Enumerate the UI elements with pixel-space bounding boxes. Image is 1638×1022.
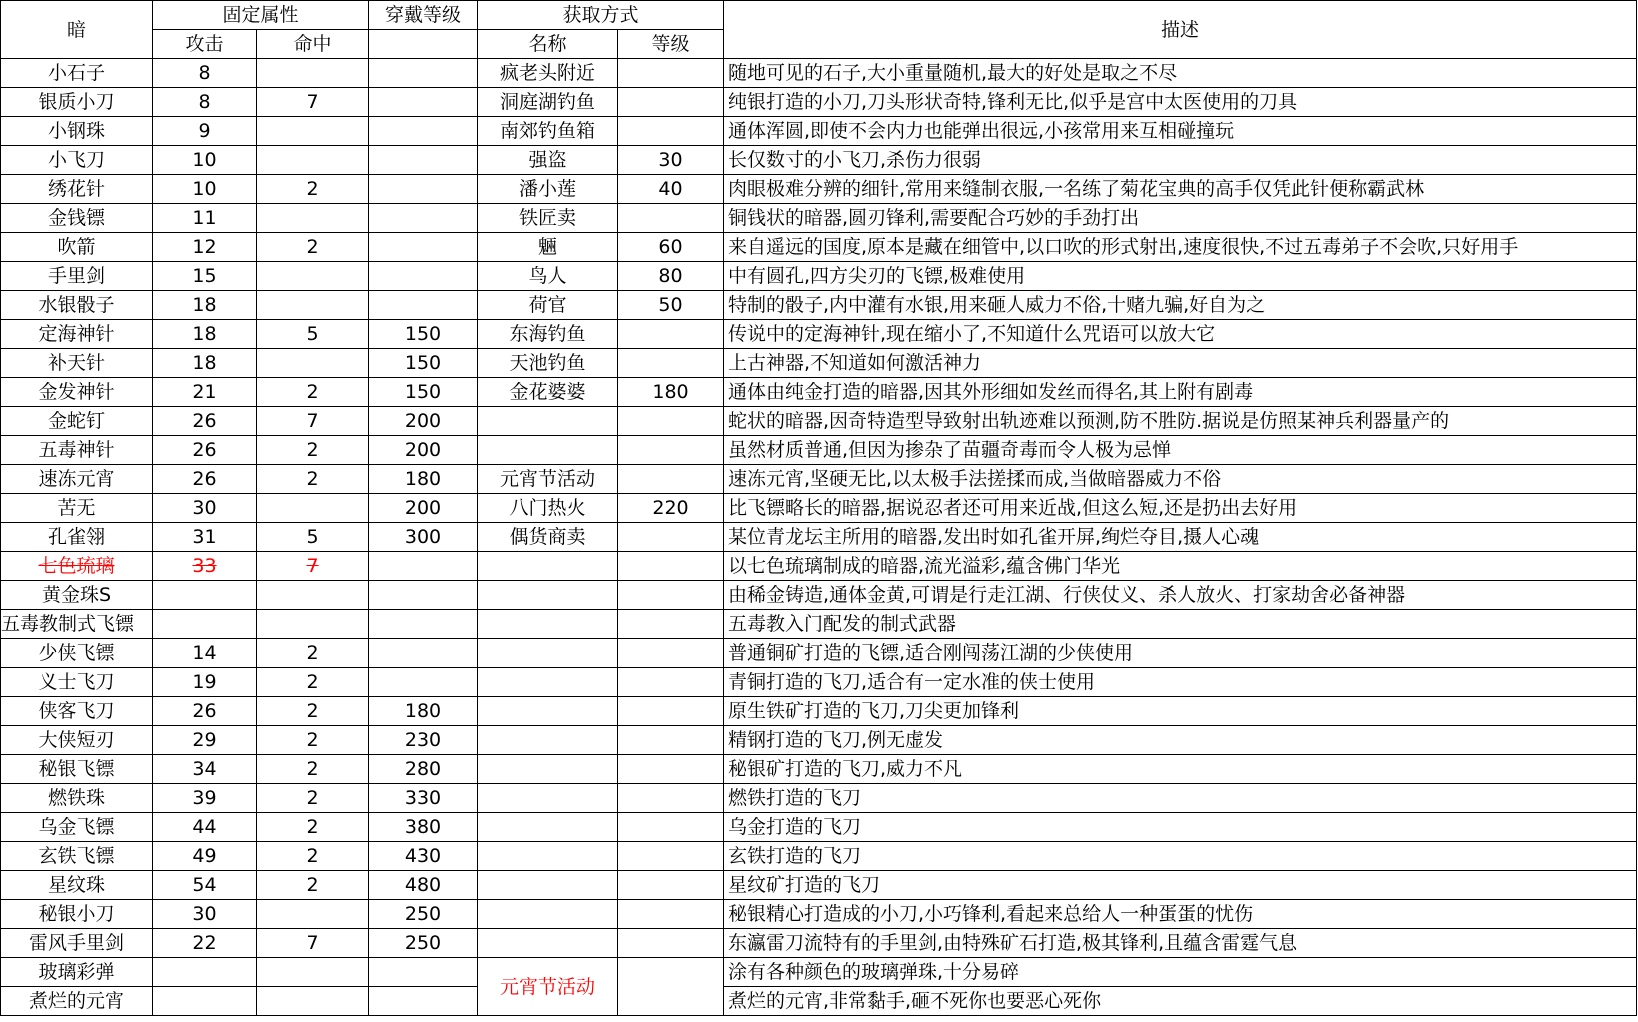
cell-description: 五毒教入门配发的制式武器 (724, 610, 1637, 639)
cell-attack: 34 (153, 755, 257, 784)
cell-source-name: 偶货商卖 (478, 523, 618, 552)
cell-name: 乌金飞镖 (1, 813, 153, 842)
cell-name: 孔雀翎 (1, 523, 153, 552)
cell-wear-level: 200 (369, 407, 478, 436)
table-row (1, 581, 1637, 610)
cell-name: 燃铁珠 (1, 784, 153, 813)
cell-wear-level (369, 146, 478, 175)
cell-attack (153, 958, 257, 987)
cell-source-level (618, 697, 724, 726)
cell-name: 雷风手里剑 (1, 929, 153, 958)
cell-wear-level (369, 88, 478, 117)
cell-source-name: 东海钓鱼 (478, 320, 618, 349)
cell-wear-level: 150 (369, 320, 478, 349)
cell-source-name (478, 639, 618, 668)
cell-source-level: 180 (618, 378, 724, 407)
cell-hit: 2 (257, 175, 369, 204)
header-name: 暗 (1, 1, 153, 59)
cell-source-level (618, 668, 724, 697)
cell-source-name (478, 929, 618, 958)
cell-hit: 2 (257, 697, 369, 726)
table-row (1, 842, 1637, 871)
cell-name: 秘银小刀 (1, 900, 153, 929)
cell-source-name (478, 581, 618, 610)
cell-source-name: 洞庭湖钓鱼 (478, 88, 618, 117)
cell-description: 蛇状的暗器,因奇特造型导致射出轨迹难以预测,防不胜防.据说是仿照某神兵利器量产的 (724, 407, 1637, 436)
cell-hit (257, 291, 369, 320)
cell-attack: 44 (153, 813, 257, 842)
cell-attack: 26 (153, 407, 257, 436)
cell-source-name (478, 552, 618, 581)
header-wear-blank (369, 30, 478, 59)
table-row (1, 668, 1637, 697)
cell-description: 东瀛雷刀流特有的手里剑,由特殊矿石打造,极其锋利,且蕴含雷霆气息 (724, 929, 1637, 958)
table-row (1, 871, 1637, 900)
cell-source-name: 铁匠卖 (478, 204, 618, 233)
table-row (1, 291, 1637, 320)
cell-description: 燃铁打造的飞刀 (724, 784, 1637, 813)
table-row (1, 552, 1637, 581)
cell-attack: 30 (153, 494, 257, 523)
cell-source-name (478, 407, 618, 436)
cell-hit: 7 (257, 407, 369, 436)
cell-source-name: 荷官 (478, 291, 618, 320)
cell-description: 虽然材质普通,但因为掺杂了苗疆奇毒而令人极为忌惮 (724, 436, 1637, 465)
table-row (1, 349, 1637, 378)
cell-wear-level (369, 117, 478, 146)
cell-wear-level (369, 175, 478, 204)
table-row (1, 88, 1637, 117)
cell-description: 铜钱状的暗器,圆刃锋利,需要配合巧妙的手劲打出 (724, 204, 1637, 233)
cell-hit (257, 987, 369, 1016)
cell-description: 传说中的定海神针,现在缩小了,不知道什么咒语可以放大它 (724, 320, 1637, 349)
cell-source-level: 30 (618, 146, 724, 175)
cell-source-name (478, 871, 618, 900)
cell-wear-level: 180 (369, 697, 478, 726)
cell-source-level: 60 (618, 233, 724, 262)
cell-source-level (618, 929, 724, 958)
cell-hit (257, 581, 369, 610)
header-wear-level: 穿戴等级 (369, 1, 478, 30)
table-row (1, 494, 1637, 523)
cell-attack (153, 987, 257, 1016)
cell-hit: 2 (257, 755, 369, 784)
table-row (1, 610, 1637, 639)
cell-name: 大侠短刃 (1, 726, 153, 755)
cell-name: 速冻元宵 (1, 465, 153, 494)
header-attack: 攻击 (153, 30, 257, 59)
cell-wear-level (369, 987, 478, 1016)
cell-attack: 8 (153, 88, 257, 117)
table-row (1, 117, 1637, 146)
cell-description: 速冻元宵,坚硬无比,以太极手法搓揉而成,当做暗器威力不俗 (724, 465, 1637, 494)
cell-source-name (478, 784, 618, 813)
cell-attack: 22 (153, 929, 257, 958)
cell-description: 乌金打造的飞刀 (724, 813, 1637, 842)
cell-hit: 7 (257, 88, 369, 117)
cell-name: 吹箭 (1, 233, 153, 262)
cell-hit (257, 349, 369, 378)
cell-source-level (618, 349, 724, 378)
cell-source-level: 80 (618, 262, 724, 291)
cell-wear-level (369, 59, 478, 88)
table-row (1, 146, 1637, 175)
header-description: 描述 (724, 1, 1637, 59)
cell-description: 来自遥远的国度,原本是藏在细管中,以口吹的形式射出,速度很快,不过五毒弟子不会吹,只好用手 (724, 233, 1637, 262)
cell-attack: 18 (153, 291, 257, 320)
cell-attack: 29 (153, 726, 257, 755)
cell-hit: 2 (257, 378, 369, 407)
table-row (1, 958, 1637, 987)
cell-description: 青铜打造的飞刀,适合有一定水准的侠士使用 (724, 668, 1637, 697)
cell-name: 侠客飞刀 (1, 697, 153, 726)
table-row (1, 59, 1637, 88)
cell-wear-level (369, 958, 478, 987)
cell-attack (153, 581, 257, 610)
table-row (1, 900, 1637, 929)
cell-attack: 11 (153, 204, 257, 233)
cell-hit (257, 59, 369, 88)
cell-wear-level: 300 (369, 523, 478, 552)
cell-source-name: 强盗 (478, 146, 618, 175)
cell-hit: 2 (257, 465, 369, 494)
cell-source-level-merged (618, 958, 724, 1016)
table-row (1, 320, 1637, 349)
header-obtain: 获取方式 (478, 1, 724, 30)
cell-source-level (618, 726, 724, 755)
table-row (1, 204, 1637, 233)
cell-source-level: 220 (618, 494, 724, 523)
cell-source-name: 元宵节活动 (478, 465, 618, 494)
cell-description: 某位青龙坛主所用的暗器,发出时如孔雀开屏,绚烂夺目,摄人心魂 (724, 523, 1637, 552)
table-row (1, 726, 1637, 755)
header-hit: 命中 (257, 30, 369, 59)
cell-name: 水银骰子 (1, 291, 153, 320)
cell-wear-level: 150 (369, 378, 478, 407)
cell-name: 手里剑 (1, 262, 153, 291)
cell-name: 苦无 (1, 494, 153, 523)
header-source-level: 等级 (618, 30, 724, 59)
table-row (1, 929, 1637, 958)
table-row (1, 697, 1637, 726)
cell-hit: 2 (257, 842, 369, 871)
cell-source-level (618, 320, 724, 349)
cell-description: 通体浑圆,即使不会内力也能弹出很远,小孩常用来互相碰撞玩 (724, 117, 1637, 146)
cell-description: 以七色琉璃制成的暗器,流光溢彩,蕴含佛门华光 (724, 552, 1637, 581)
cell-wear-level (369, 262, 478, 291)
cell-name: 银质小刀 (1, 88, 153, 117)
cell-name: 义士飞刀 (1, 668, 153, 697)
cell-description: 中有圆孔,四方尖刃的飞镖,极难使用 (724, 262, 1637, 291)
cell-attack: 10 (153, 146, 257, 175)
cell-wear-level: 480 (369, 871, 478, 900)
cell-source-name (478, 668, 618, 697)
cell-source-level (618, 784, 724, 813)
cell-name: 七色琉璃 (1, 552, 153, 581)
cell-hit: 5 (257, 320, 369, 349)
cell-source-level (618, 407, 724, 436)
cell-name: 煮烂的元宵 (1, 987, 153, 1016)
cell-attack: 15 (153, 262, 257, 291)
cell-source-name: 八门热火 (478, 494, 618, 523)
cell-name: 定海神针 (1, 320, 153, 349)
cell-source-level (618, 639, 724, 668)
cell-hit: 2 (257, 668, 369, 697)
cell-hit (257, 610, 369, 639)
table-row (1, 987, 1637, 1016)
cell-name: 星纹珠 (1, 871, 153, 900)
cell-wear-level: 250 (369, 900, 478, 929)
cell-hit: 2 (257, 233, 369, 262)
cell-wear-level: 150 (369, 349, 478, 378)
cell-wear-level (369, 581, 478, 610)
cell-attack: 30 (153, 900, 257, 929)
cell-name: 少侠飞镖 (1, 639, 153, 668)
cell-source-name (478, 842, 618, 871)
cell-source-level (618, 610, 724, 639)
cell-description: 星纹矿打造的飞刀 (724, 871, 1637, 900)
cell-description: 原生铁矿打造的飞刀,刀尖更加锋利 (724, 697, 1637, 726)
cell-hit (257, 958, 369, 987)
cell-name: 玄铁飞镖 (1, 842, 153, 871)
cell-wear-level: 250 (369, 929, 478, 958)
cell-source-level (618, 871, 724, 900)
table-row (1, 378, 1637, 407)
cell-hit (257, 494, 369, 523)
cell-description: 普通铜矿打造的飞镖,适合刚闯荡江湖的少侠使用 (724, 639, 1637, 668)
header-fixed-attr: 固定属性 (153, 1, 369, 30)
cell-source-level (618, 465, 724, 494)
cell-source-name: 天池钓鱼 (478, 349, 618, 378)
cell-name: 黄金珠S (1, 581, 153, 610)
cell-source-level: 50 (618, 291, 724, 320)
cell-source-name: 鸟人 (478, 262, 618, 291)
cell-source-level (618, 523, 724, 552)
cell-source-level (618, 900, 724, 929)
cell-name: 玻璃彩弹 (1, 958, 153, 987)
table-row (1, 436, 1637, 465)
cell-wear-level (369, 233, 478, 262)
cell-attack: 26 (153, 436, 257, 465)
cell-source-name: 疯老头附近 (478, 59, 618, 88)
cell-attack: 31 (153, 523, 257, 552)
cell-attack: 18 (153, 320, 257, 349)
cell-source-name: 潘小莲 (478, 175, 618, 204)
cell-wear-level (369, 668, 478, 697)
cell-hit: 2 (257, 436, 369, 465)
cell-wear-level (369, 639, 478, 668)
cell-description: 长仅数寸的小飞刀,杀伤力很弱 (724, 146, 1637, 175)
cell-wear-level: 200 (369, 494, 478, 523)
cell-hit: 2 (257, 784, 369, 813)
cell-name: 绣花针 (1, 175, 153, 204)
cell-name: 小石子 (1, 59, 153, 88)
cell-wear-level: 280 (369, 755, 478, 784)
cell-attack: 26 (153, 697, 257, 726)
cell-name: 小钢珠 (1, 117, 153, 146)
cell-attack: 54 (153, 871, 257, 900)
cell-hit: 2 (257, 813, 369, 842)
cell-name: 五毒神针 (1, 436, 153, 465)
cell-source-level (618, 842, 724, 871)
cell-source-name (478, 755, 618, 784)
cell-hit (257, 262, 369, 291)
cell-source-name (478, 697, 618, 726)
cell-source-name: 魎 (478, 233, 618, 262)
cell-attack: 10 (153, 175, 257, 204)
cell-name: 五毒教制式飞镖 (1, 610, 153, 639)
cell-attack: 14 (153, 639, 257, 668)
cell-wear-level: 230 (369, 726, 478, 755)
cell-source-name (478, 610, 618, 639)
cell-hit: 7 (257, 552, 369, 581)
cell-wear-level (369, 204, 478, 233)
cell-description: 上古神器,不知道如何激活神力 (724, 349, 1637, 378)
table-row (1, 262, 1637, 291)
cell-description: 通体由纯金打造的暗器,因其外形细如发丝而得名,其上附有剧毒 (724, 378, 1637, 407)
cell-description: 煮烂的元宵,非常黏手,砸不死你也要恶心死你 (724, 987, 1637, 1016)
table-row (1, 813, 1637, 842)
cell-source-level (618, 117, 724, 146)
cell-source-merged: 元宵节活动 (478, 958, 618, 1016)
cell-source-level (618, 552, 724, 581)
cell-description: 肉眼极难分辨的细针,常用来缝制衣服,一名练了菊花宝典的高手仅凭此针便称霸武林 (724, 175, 1637, 204)
cell-hit: 2 (257, 726, 369, 755)
cell-wear-level: 430 (369, 842, 478, 871)
cell-source-name: 南郊钓鱼箱 (478, 117, 618, 146)
cell-attack: 9 (153, 117, 257, 146)
table-row (1, 523, 1637, 552)
cell-source-level (618, 204, 724, 233)
cell-description: 纯银打造的小刀,刀头形状奇特,锋利无比,似乎是宫中太医使用的刀具 (724, 88, 1637, 117)
cell-description: 玄铁打造的飞刀 (724, 842, 1637, 871)
cell-attack: 8 (153, 59, 257, 88)
table-row (1, 233, 1637, 262)
cell-hit: 7 (257, 929, 369, 958)
cell-attack: 49 (153, 842, 257, 871)
header-source-name: 名称 (478, 30, 618, 59)
cell-wear-level: 330 (369, 784, 478, 813)
cell-attack: 39 (153, 784, 257, 813)
cell-source-level (618, 813, 724, 842)
cell-source-name (478, 900, 618, 929)
cell-hit (257, 900, 369, 929)
table-row (1, 639, 1637, 668)
cell-name: 金钱镖 (1, 204, 153, 233)
cell-attack: 19 (153, 668, 257, 697)
table-row (1, 175, 1637, 204)
cell-source-name (478, 436, 618, 465)
cell-source-name (478, 813, 618, 842)
cell-source-level (618, 755, 724, 784)
table-row (1, 784, 1637, 813)
cell-source-level (618, 436, 724, 465)
cell-hit: 5 (257, 523, 369, 552)
cell-hit: 2 (257, 871, 369, 900)
cell-description: 秘银矿打造的飞刀,威力不凡 (724, 755, 1637, 784)
cell-name: 秘银飞镖 (1, 755, 153, 784)
cell-source-level (618, 88, 724, 117)
cell-description: 涂有各种颜色的玻璃弹珠,十分易碎 (724, 958, 1637, 987)
cell-wear-level: 200 (369, 436, 478, 465)
cell-attack: 33 (153, 552, 257, 581)
table-row (1, 407, 1637, 436)
cell-wear-level (369, 610, 478, 639)
cell-wear-level (369, 552, 478, 581)
cell-attack: 12 (153, 233, 257, 262)
cell-wear-level: 380 (369, 813, 478, 842)
table-row (1, 755, 1637, 784)
cell-description: 秘银精心打造成的小刀,小巧锋利,看起来总给人一种蛋蛋的忧伤 (724, 900, 1637, 929)
cell-attack: 21 (153, 378, 257, 407)
cell-name: 补天针 (1, 349, 153, 378)
cell-hit (257, 204, 369, 233)
cell-source-level (618, 581, 724, 610)
cell-attack: 26 (153, 465, 257, 494)
cell-description: 特制的骰子,内中灌有水银,用来砸人威力不俗,十赌九骗,好自为之 (724, 291, 1637, 320)
cell-source-level: 40 (618, 175, 724, 204)
cell-source-level (618, 59, 724, 88)
table-row (1, 465, 1637, 494)
cell-source-name (478, 726, 618, 755)
cell-wear-level (369, 291, 478, 320)
cell-name: 小飞刀 (1, 146, 153, 175)
cell-hit (257, 117, 369, 146)
cell-attack (153, 610, 257, 639)
cell-description: 由稀金铸造,通体金黄,可谓是行走江湖、行侠仗义、杀人放火、打家劫舍必备神器 (724, 581, 1637, 610)
cell-hit: 2 (257, 639, 369, 668)
cell-description: 随地可见的石子,大小重量随机,最大的好处是取之不尽 (724, 59, 1637, 88)
cell-description: 比飞镖略长的暗器,据说忍者还可用来近战,但这么短,还是扔出去好用 (724, 494, 1637, 523)
cell-description: 精钢打造的飞刀,例无虚发 (724, 726, 1637, 755)
cell-name: 金发神针 (1, 378, 153, 407)
cell-source-name: 金花婆婆 (478, 378, 618, 407)
cell-attack: 18 (153, 349, 257, 378)
cell-wear-level: 180 (369, 465, 478, 494)
cell-hit (257, 146, 369, 175)
cell-name: 金蛇钉 (1, 407, 153, 436)
